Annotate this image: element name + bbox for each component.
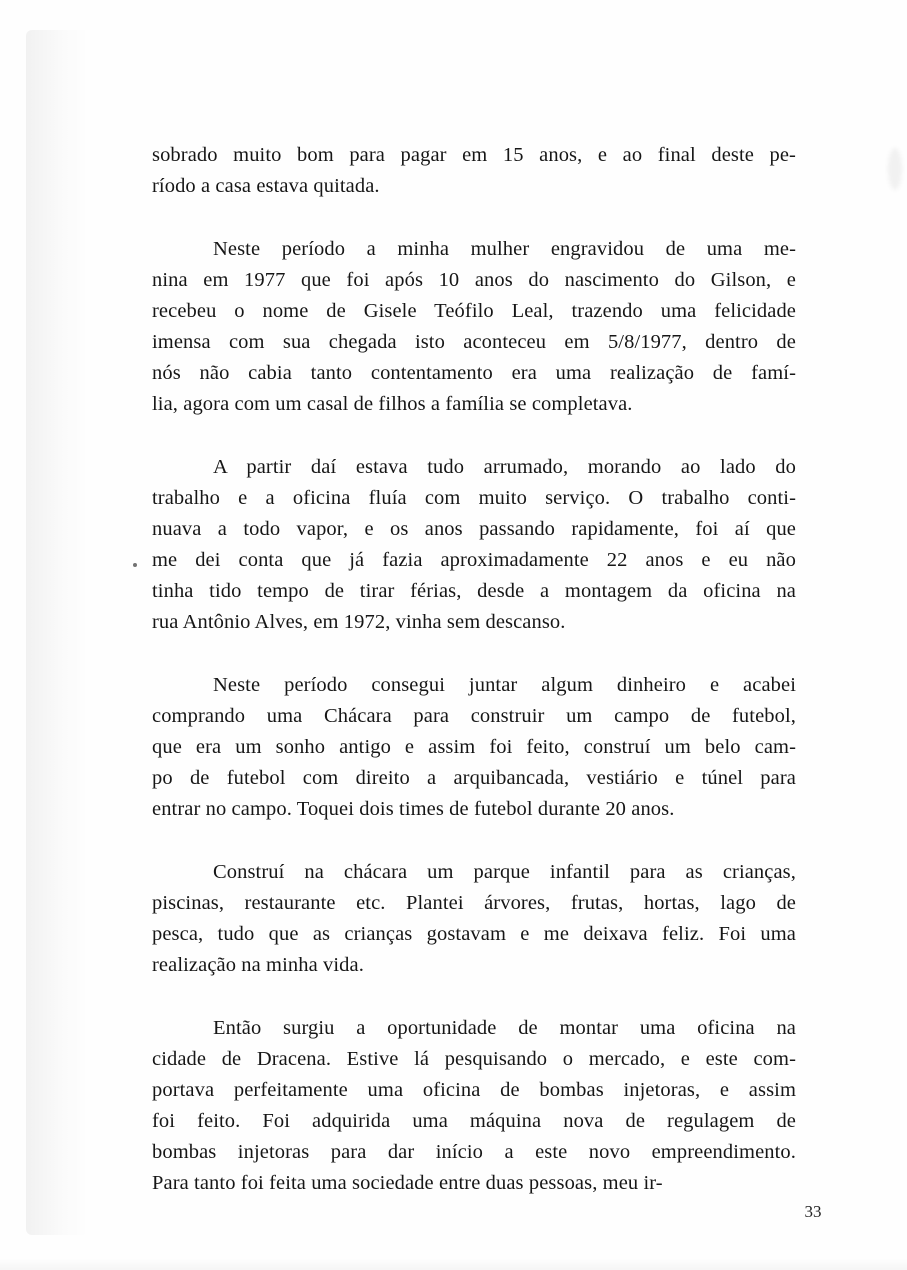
text-line: lia, agora com um casal de filhos a família se completava. (152, 393, 633, 415)
text-line: po de futebol com direito a arquibancada, vestiário e túnel para (152, 767, 796, 789)
text-line: entrar no campo. Toquei dois times de futebol durante 20 anos. (152, 798, 675, 820)
text-line: nina em 1977 que foi após 10 anos do nascimento do Gilson, e (152, 269, 796, 291)
paragraph-3 (152, 452, 796, 638)
scan-smudge-right (888, 148, 902, 190)
paragraph-5 (152, 857, 796, 981)
text-line: foi feito. Foi adquirida uma máquina nova de regulagem de (152, 1110, 796, 1132)
text-line: bombas injetoras para dar início a este novo empreendimento. (152, 1141, 796, 1163)
text-line: portava perfeitamente uma oficina de bombas injetoras, e assim (152, 1079, 796, 1101)
text-line: ríodo a casa estava quitada. (152, 175, 380, 197)
text-line: realização na minha vida. (152, 954, 364, 976)
paragraph-1 (152, 140, 796, 202)
text-line: piscinas, restaurante etc. Plantei árvores, frutas, hortas, lago de (152, 892, 796, 914)
text-line: Então surgiu a oportunidade de montar uma oficina na (213, 1017, 796, 1039)
text-line: recebeu o nome de Gisele Teófilo Leal, trazendo uma felicidade (152, 300, 796, 322)
text-line: cidade de Dracena. Estive lá pesquisando o mercado, e este com- (152, 1048, 796, 1070)
text-line: pesca, tudo que as crianças gostavam e me deixava feliz. Foi uma (152, 923, 796, 945)
paragraph-2 (152, 234, 796, 420)
page-number: 33 (804, 1202, 822, 1221)
page-text (152, 140, 796, 1199)
scan-speck (133, 563, 137, 567)
scan-shadow-bottom (0, 1258, 907, 1270)
paragraph-6 (152, 1013, 796, 1199)
text-line: Neste período consegui juntar algum dinheiro e acabei (213, 674, 796, 696)
text-line: Para tanto foi feita uma sociedade entre duas pessoas, meu ir- (152, 1172, 663, 1194)
text-line: rua Antônio Alves, em 1972, vinha sem descanso. (152, 611, 566, 633)
text-line: nós não cabia tanto contentamento era uma realização de famí- (152, 362, 796, 384)
text-line: A partir daí estava tudo arrumado, morando ao lado do (213, 456, 796, 478)
text-line: comprando uma Chácara para construir um campo de futebol, (152, 705, 796, 727)
text-line: Construí na chácara um parque infantil para as crianças, (213, 861, 796, 883)
text-line: sobrado muito bom para pagar em 15 anos, e ao final deste pe- (152, 144, 796, 166)
text-line: tinha tido tempo de tirar férias, desde a montagem da oficina na (152, 580, 796, 602)
paragraph-4 (152, 670, 796, 825)
text-line: trabalho e a oficina fluía com muito serviço. O trabalho conti- (152, 487, 796, 509)
text-line: me dei conta que já fazia aproximadamente 22 anos e eu não (152, 549, 796, 571)
scan-shadow-left (26, 30, 90, 1235)
text-line: Neste período a minha mulher engravidou de uma me- (213, 238, 796, 260)
text-line: nuava a todo vapor, e os anos passando rapidamente, foi aí que (152, 518, 796, 540)
text-line: imensa com sua chegada isto aconteceu em 5/8/1977, dentro de (152, 331, 796, 353)
text-line: que era um sonho antigo e assim foi feito, construí um belo cam- (152, 736, 796, 758)
